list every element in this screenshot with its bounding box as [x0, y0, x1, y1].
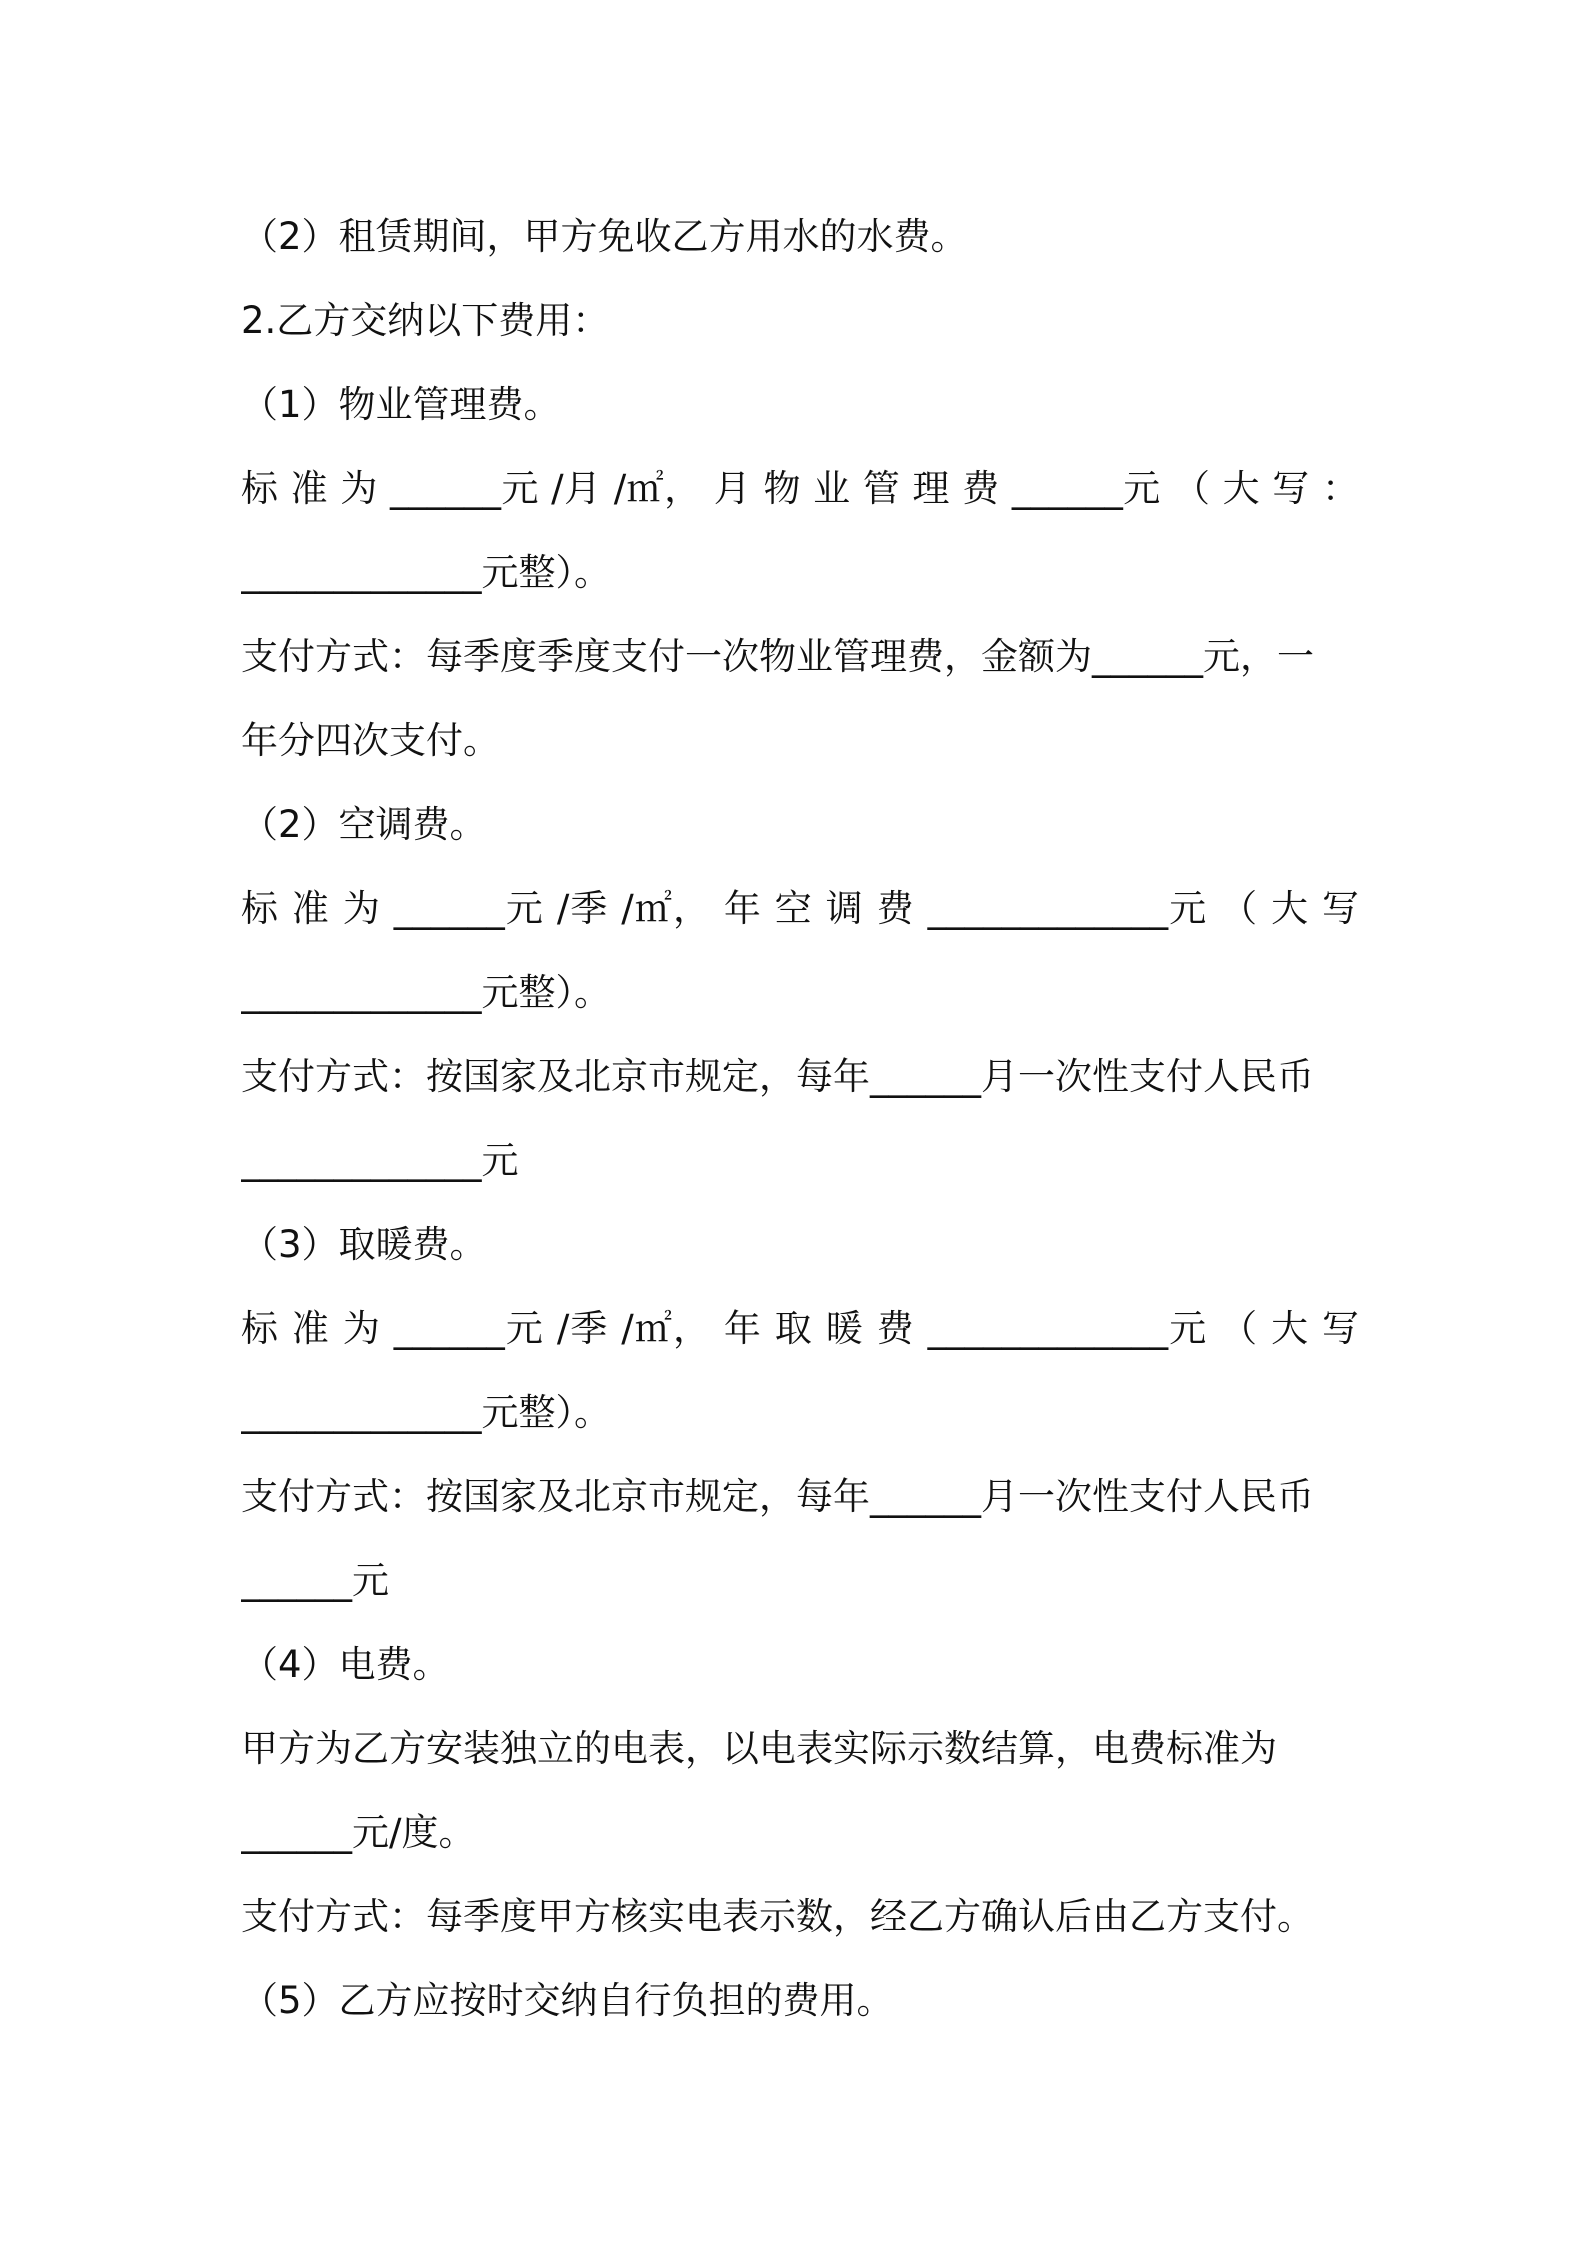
clause-water-fee-exemption: （2）租赁期间，甲方免收乙方用水的水费。: [241, 215, 968, 258]
air-conditioning-fee-amount-words-line: _____________元整）。: [241, 971, 611, 1014]
property-fee-amount-words-line: _____________元整）。: [241, 551, 611, 594]
item-heading-property-management-fee: （1）物业管理费。: [241, 383, 561, 426]
heating-fee-amount-words-line: _____________元整）。: [241, 1391, 611, 1434]
document-body: [241, 195, 1359, 2043]
electricity-payment-method-line: 支付方式：每季度甲方核实电表示数，经乙方确认后由乙方支付。: [241, 1895, 1314, 1938]
heating-fee-standard-line: 标 准 为 ______元 /季 /㎡， 年 取 暖 费 _____________元 （ 大 写: [241, 1307, 1359, 1350]
item-heading-air-conditioning-fee: （2）空调费。: [241, 803, 487, 846]
heating-fee-payment-method-line: 支付方式：按国家及北京市规定，每年______月一次性支付人民币: [241, 1475, 1314, 1518]
air-conditioning-fee-standard-line: 标 准 为 ______元 /季 /㎡， 年 空 调 费 _____________元 （ 大 写: [241, 887, 1359, 930]
heating-fee-payment-amount-line: ______元: [241, 1559, 389, 1602]
section-heading-tenant-fees: 2.乙方交纳以下费用：: [241, 299, 610, 342]
property-fee-payment-method-line: 支付方式：每季度季度支付一次物业管理费，金额为______元，一: [241, 635, 1314, 678]
property-fee-standard-line: 标 准 为 ______元 /月 /㎡， 月 物 业 管 理 费 ______元 （ 大 写 ：: [241, 467, 1359, 510]
air-conditioning-fee-payment-amount-line: _____________元: [241, 1139, 519, 1182]
electricity-meter-clause-line: 甲方为乙方安装独立的电表，以电表实际示数结算，电费标准为: [241, 1727, 1277, 1770]
item-heading-electricity-fee: （4）电费。: [241, 1643, 450, 1686]
property-fee-payment-method-continued: 年分四次支付。: [241, 719, 500, 762]
air-conditioning-fee-payment-method-line: 支付方式：按国家及北京市规定，每年______月一次性支付人民币: [241, 1055, 1314, 1098]
electricity-rate-line: ______元/度。: [241, 1811, 476, 1854]
clause-timely-payment: （5）乙方应按时交纳自行负担的费用。: [241, 1979, 894, 2022]
item-heading-heating-fee: （3）取暖费。: [241, 1223, 487, 1266]
